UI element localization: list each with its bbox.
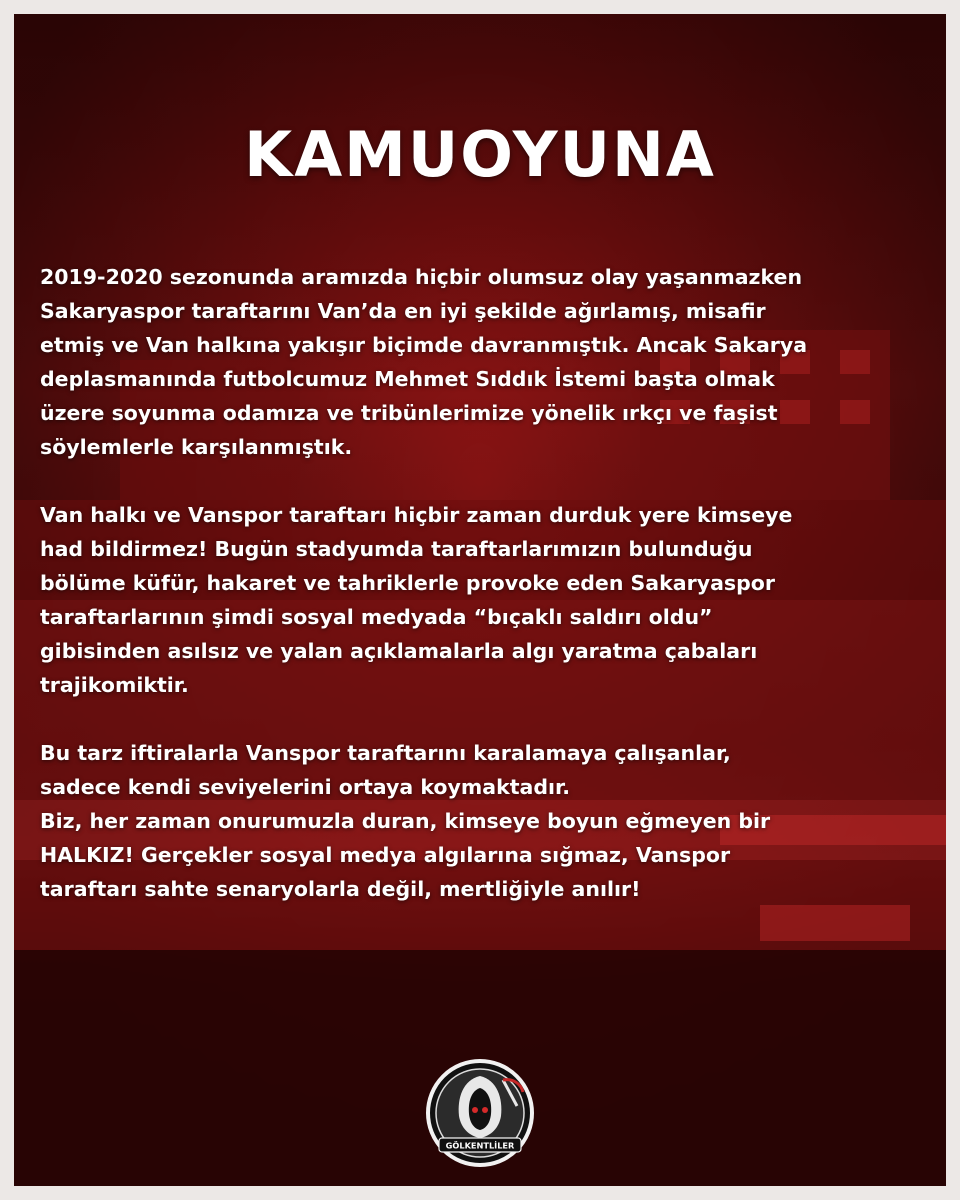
text-line: deplasmanında futbolcumuz Mehmet Sıddık İstemi başta olmak <box>40 367 775 391</box>
text-line: Bu tarz iftiralarla Vanspor taraftarını karalamaya çalışanlar, <box>40 741 731 765</box>
text-line: Van halkı ve Vanspor taraftarı hiçbir zaman durduk yere kimseye <box>40 503 793 527</box>
logo-text: GÖLKENTLİLER <box>445 1140 515 1151</box>
statement-body <box>40 260 930 906</box>
text-line: Sakaryaspor taraftarını Van’da en iyi şekilde ağırlamış, misafir <box>40 299 766 323</box>
text-line: üzere soyunma odamıza ve tribünlerimize yönelik ırkçı ve faşist <box>40 401 778 425</box>
text-line: söylemlerle karşılanmıştık. <box>40 435 353 459</box>
text-line: Biz, her zaman onurumuzla duran, kimseye boyun eğmeyen bir <box>40 809 771 833</box>
text-line: 2019-2020 sezonunda aramızda hiçbir olumsuz olay yaşanmazken <box>40 265 803 289</box>
text-line: bölüme küfür, hakaret ve tahriklerle provoke eden Sakaryaspor <box>40 571 775 595</box>
text-line: etmiş ve Van halkına yakışır biçimde davranmıştık. Ancak Sakarya <box>40 333 808 357</box>
golkentliler-logo <box>425 1058 535 1168</box>
paragraph-1 <box>40 260 930 464</box>
paragraph-3 <box>40 736 930 906</box>
paragraph-2 <box>40 498 930 702</box>
text-line: gibisinden asılsız ve yalan açıklamalarla algı yaratma çabaları <box>40 639 758 663</box>
headline: KAMUOYUNA <box>244 118 716 191</box>
text-line: trajikomiktir. <box>40 673 189 697</box>
text-line: HALKIZ! Gerçekler sosyal medya algılarına sığmaz, Vanspor <box>40 843 731 867</box>
text-line: had bildirmez! Bugün stadyumda taraftarlarımızın bulunduğu <box>40 537 753 561</box>
text-line: taraftarı sahte senaryolarla değil, mertliğiyle anılır! <box>40 877 641 901</box>
text-line: sadece kendi seviyelerini ortaya koymaktadır. <box>40 775 571 799</box>
text-line: taraftarlarının şimdi sosyal medyada “bıçaklı saldırı oldu” <box>40 605 713 629</box>
